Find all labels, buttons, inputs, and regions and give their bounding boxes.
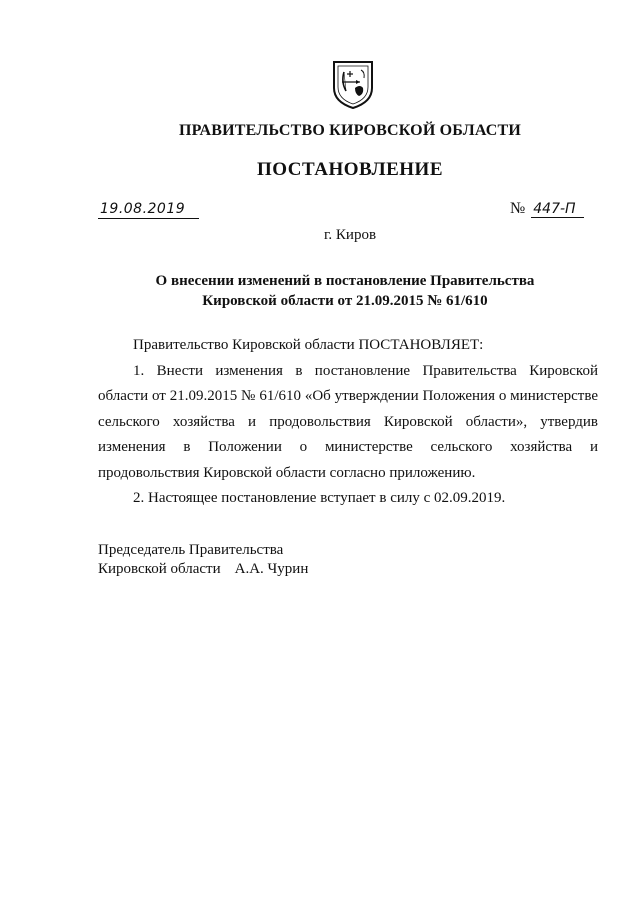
signer-name: А.А. Чурин bbox=[234, 561, 309, 577]
document-body bbox=[98, 333, 598, 512]
number-sign: № bbox=[510, 200, 526, 217]
document-subject: О внесении изменений в постановление Правительства Кировской области от 21.09.2015 № 61/610 bbox=[155, 273, 535, 309]
number-value: 447-П bbox=[531, 201, 583, 218]
city: г. Киров bbox=[323, 227, 377, 243]
government-title: ПРАВИТЕЛЬСТВО КИРОВСКОЙ ОБЛАСТИ bbox=[178, 122, 522, 139]
signer-position-line2-row bbox=[98, 560, 308, 579]
preamble: Правительство Кировской области ПОСТАНОВЛЯЕТ: bbox=[133, 337, 484, 353]
signer-position-line1: Председатель Правительства bbox=[98, 542, 284, 558]
kirov-coat-of-arms-icon bbox=[330, 58, 376, 110]
document-number bbox=[510, 200, 584, 218]
item-2: 2. Настоящее постановление вступает в силу с 02.09.2019. bbox=[133, 490, 506, 506]
signature-block bbox=[98, 541, 308, 579]
document-date: 19.08.2019 bbox=[98, 200, 199, 219]
item-1: 1. Внести изменения в постановление Правительства Кировской области от 21.09.2015 № 61/610 «Об утверждении Положения о министерстве сельского хозяйства и продовольствия Кировской области», утвердив изменения в Положении о министерстве сельского хозяйства и продовольствия Кировской области согласно приложению. bbox=[98, 362, 598, 481]
signer-position-line2: Кировской области bbox=[98, 561, 221, 577]
document-type: ПОСТАНОВЛЕНИЕ bbox=[256, 159, 444, 180]
